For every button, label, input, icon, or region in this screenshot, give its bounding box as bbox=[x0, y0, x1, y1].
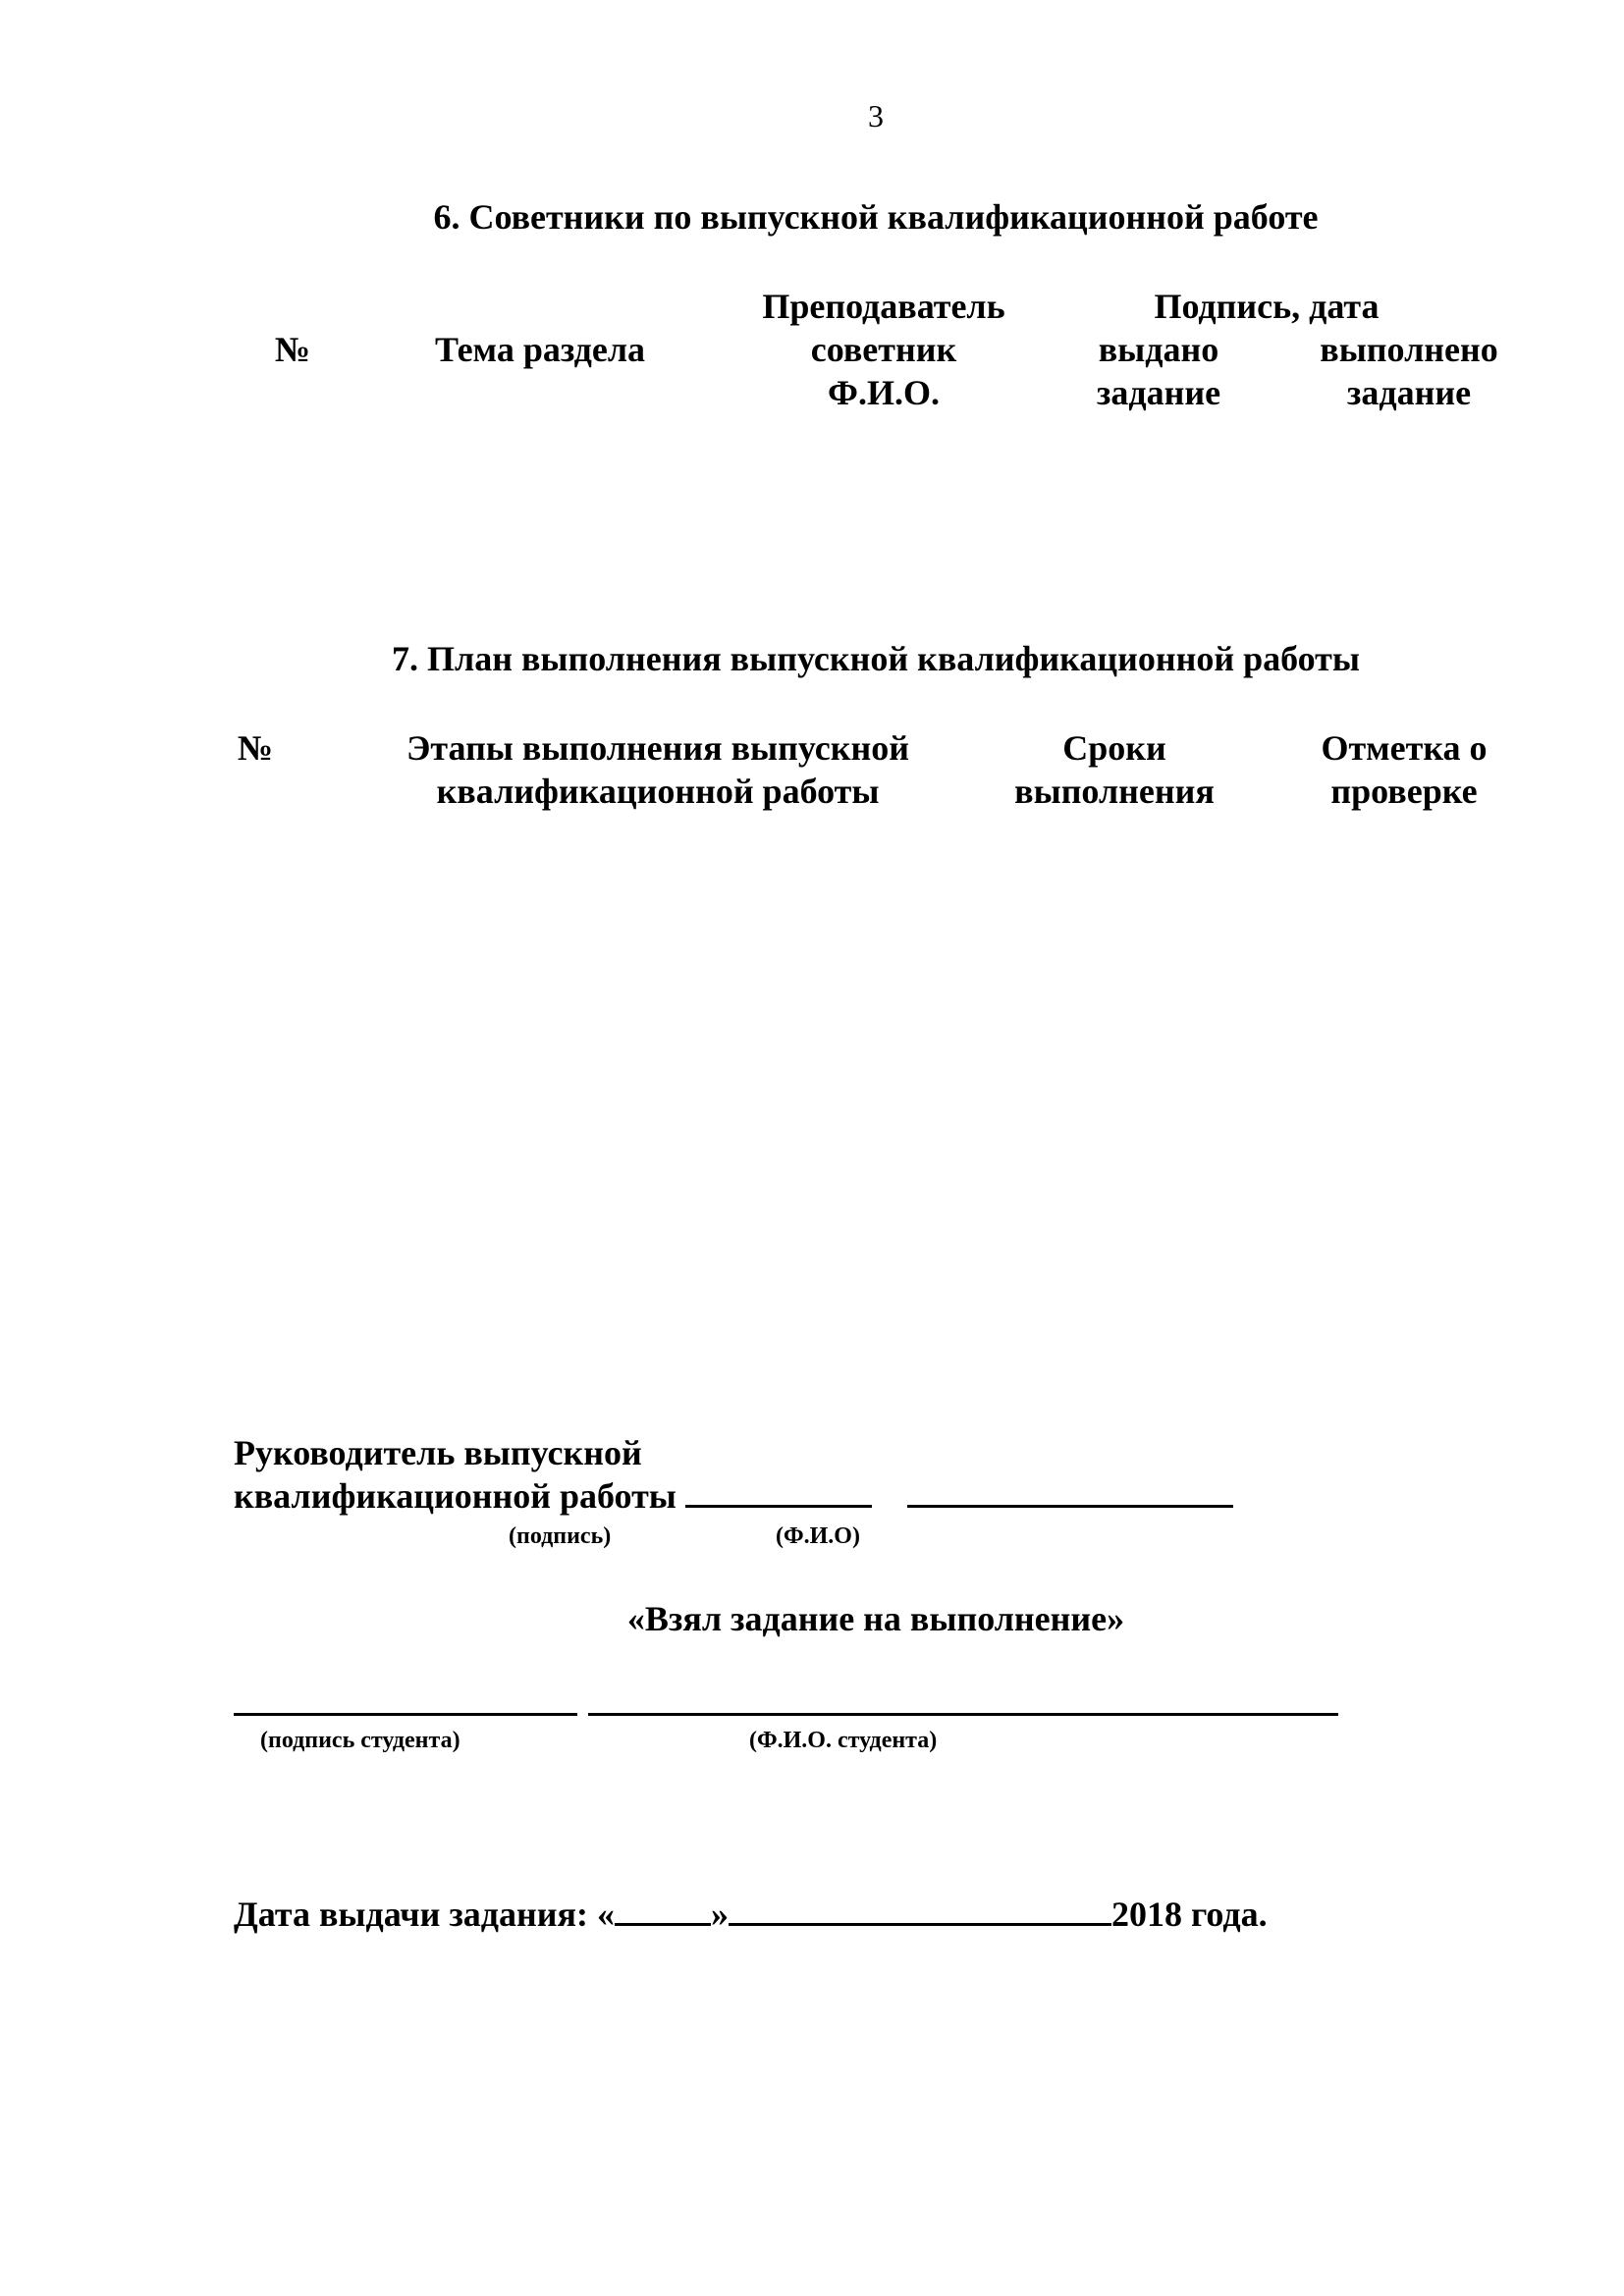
supervisor-label-line2-text: квалификационной работы bbox=[234, 1476, 677, 1516]
section7-header-number bbox=[226, 726, 285, 770]
student-name-line bbox=[588, 1713, 1338, 1716]
section6-header-done-line2: задание bbox=[1346, 373, 1472, 412]
section6-title: 6. Советники по выпускной квалификационной работе bbox=[433, 197, 1319, 237]
section6-header-topic-text: Тема раздела bbox=[434, 330, 646, 369]
page-number: 3 bbox=[868, 98, 884, 133]
supervisor-signature-caption: (подпись) bbox=[509, 1523, 612, 1549]
section6-header-number-text: № bbox=[274, 330, 311, 369]
issue-date-label: Дата выдачи задания: « bbox=[234, 1895, 615, 1934]
section6-header-issued-line2: задание bbox=[1096, 373, 1221, 412]
section6-header-teacher-line1: Преподаватель bbox=[762, 287, 1005, 326]
issue-date-month-line bbox=[729, 1922, 1111, 1926]
acceptance-title: «Взял задание на выполнение» bbox=[626, 1599, 1125, 1638]
section7-header-terms-line1: Сроки bbox=[1062, 728, 1166, 768]
section7-header-terms bbox=[992, 726, 1237, 813]
section6-header-done-line1: выполнено bbox=[1320, 330, 1498, 369]
section6-header-number bbox=[263, 328, 322, 371]
issue-date-line bbox=[234, 1893, 1268, 1936]
section6-header-teacher-line2: советник bbox=[810, 330, 957, 369]
supervisor-signature-line bbox=[685, 1504, 872, 1508]
supervisor-name-line bbox=[907, 1504, 1233, 1508]
section6-header-teacher bbox=[727, 285, 1041, 414]
section7-title: 7. План выполнения выпускной квалификационной работы bbox=[392, 639, 1360, 678]
section6-header-signature-date bbox=[1119, 285, 1414, 328]
section7-header-terms-line2: выполнения bbox=[1014, 772, 1215, 811]
supervisor-label-line2 bbox=[234, 1474, 1233, 1518]
section7-header-stages bbox=[363, 726, 952, 813]
section7-header-check bbox=[1276, 726, 1532, 813]
section6-header-issued-line1: выдано bbox=[1098, 330, 1219, 369]
section7-header-stages-line1: Этапы выполнения выпускной bbox=[406, 728, 909, 768]
supervisor-label-line1: Руководитель выпускной bbox=[234, 1433, 642, 1472]
student-signature-caption: (подпись студента) bbox=[260, 1728, 460, 1753]
student-name-caption: (Ф.И.О. студента) bbox=[749, 1728, 938, 1753]
section6-header-topic bbox=[412, 328, 668, 371]
section6-header-signature-date-text: Подпись, дата bbox=[1154, 287, 1380, 326]
section7-header-stages-line2: квалификационной работы bbox=[436, 772, 880, 811]
section7-header-number-text: № bbox=[237, 728, 274, 768]
section7-header-check-line1: Отметка о bbox=[1321, 728, 1488, 768]
issue-date-year: 2018 года. bbox=[1110, 1895, 1268, 1934]
issue-date-day-line bbox=[615, 1922, 711, 1926]
section7-header-check-line2: проверке bbox=[1330, 772, 1478, 811]
issue-date-quote-close: » bbox=[710, 1895, 729, 1934]
section6-header-done bbox=[1296, 328, 1522, 414]
section6-header-issued bbox=[1060, 328, 1257, 414]
section6-header-teacher-line3: Ф.И.О. bbox=[828, 373, 940, 412]
supervisor-name-caption: (Ф.И.О) bbox=[776, 1523, 860, 1549]
student-signature-line bbox=[234, 1713, 577, 1716]
